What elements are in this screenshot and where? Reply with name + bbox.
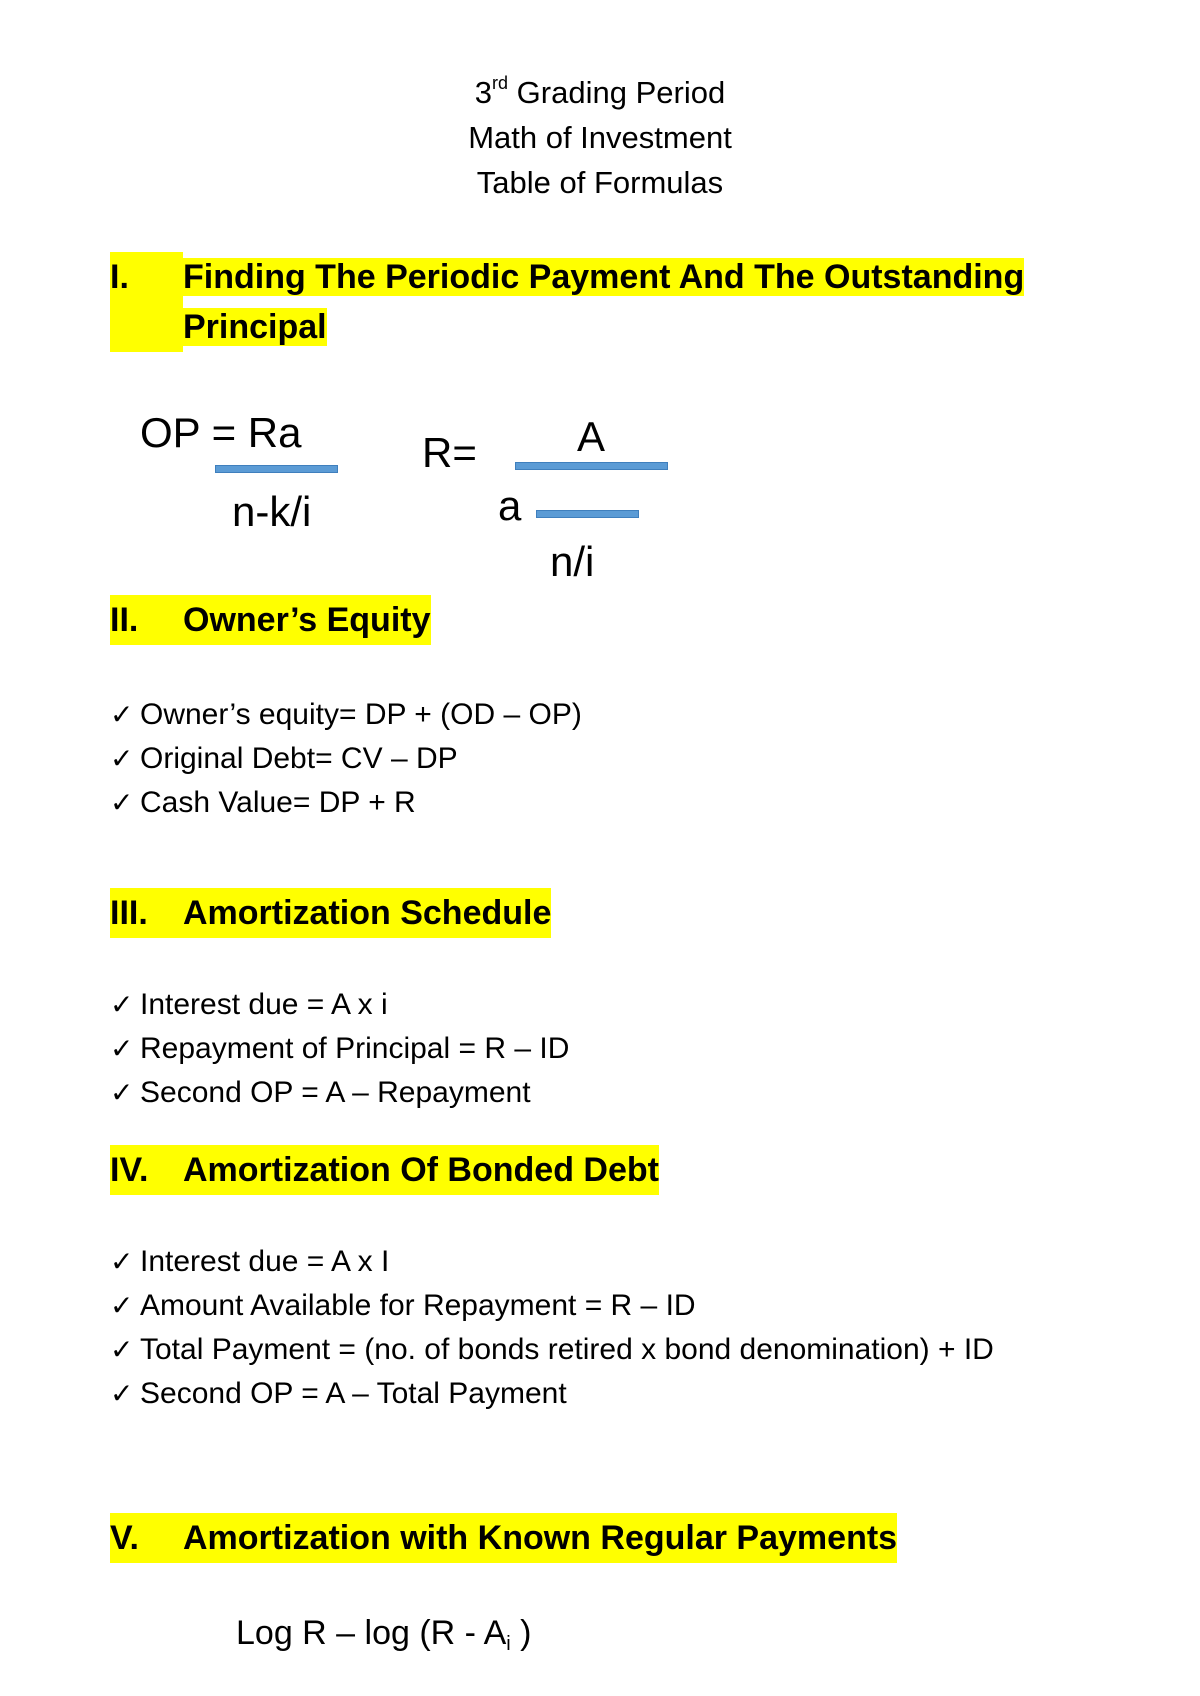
checkmark-icon: ✓ [110, 1290, 134, 1321]
section-3-numeral: III. [110, 888, 183, 938]
checkmark-icon: ✓ [110, 1378, 134, 1409]
checkmark-icon: ✓ [110, 1033, 134, 1064]
checkmark-icon: ✓ [110, 1246, 134, 1277]
r-formula-denominator: n/i [550, 538, 595, 585]
section-4-formula-list [110, 1240, 994, 1416]
op-fraction-bar [215, 465, 338, 473]
section-2-formula-list [110, 693, 582, 825]
r-formula-a: a [498, 482, 522, 529]
section-4-title: Amortization Of Bonded Debt [183, 1145, 659, 1195]
section-2-heading [110, 595, 431, 645]
list-item: ✓ Amount Available for Repayment = R – ID [110, 1284, 994, 1328]
r-formula-numerator: A [577, 413, 606, 460]
checkmark-icon: ✓ [110, 1334, 134, 1365]
grading-period-title: 3rd Grading Period [474, 73, 726, 110]
section-2-numeral: II. [110, 595, 183, 645]
list-item: ✓ Second OP = A – Repayment [110, 1071, 569, 1115]
section-1-title: Finding The Periodic Payment And The Outstanding Principal [183, 258, 1025, 346]
section-3-formula-list [110, 983, 569, 1115]
list-item: ✓ Total Payment = (no. of bonds retired x bond denomination) + ID [110, 1328, 994, 1372]
checkmark-icon: ✓ [110, 1077, 134, 1108]
checkmark-icon: ✓ [110, 989, 134, 1020]
r-formula-left: R= [422, 429, 477, 476]
checkmark-icon: ✓ [110, 699, 134, 730]
log-formula: Log R – $\log (R - A_i$ ) [236, 1614, 532, 1655]
list-item: ✓ Owner’s equity= DP + (OD – OP) [110, 693, 582, 737]
op-formula-denominator: n-k/i [232, 488, 312, 535]
document-header [0, 70, 1200, 205]
list-item: ✓ Interest due = A x I [110, 1240, 994, 1284]
list-item: ✓ Original Debt= CV – DP [110, 737, 582, 781]
section-3-title: Amortization Schedule [183, 888, 551, 938]
section-5-title: Amortization with Known Regular Payments [183, 1513, 897, 1563]
r-fraction-bar [515, 462, 668, 470]
section-2-title: Owner’s Equity [183, 595, 431, 645]
list-item: ✓ Repayment of Principal = R – ID [110, 1027, 569, 1071]
r-annuity-bar [536, 510, 639, 518]
list-item: ✓ Interest due = A x i [110, 983, 569, 1027]
subject-title: Math of Investment [468, 120, 732, 155]
section-5-heading [110, 1513, 897, 1563]
list-item: ✓ Second OP = A – Total Payment [110, 1372, 994, 1416]
section-1-numeral: I. [110, 252, 183, 352]
section-3-heading [110, 888, 551, 938]
checkmark-icon: ✓ [110, 787, 134, 818]
section-4-heading [110, 1145, 659, 1195]
section-5-numeral: V. [110, 1513, 183, 1563]
document-title: Table of Formulas [476, 165, 724, 200]
section-1-heading [110, 252, 1123, 352]
list-item: ✓ Cash Value= DP + R [110, 781, 582, 825]
section-4-numeral: IV. [110, 1145, 183, 1195]
checkmark-icon: ✓ [110, 743, 134, 774]
op-formula-numerator: OP = Ra [140, 409, 302, 456]
